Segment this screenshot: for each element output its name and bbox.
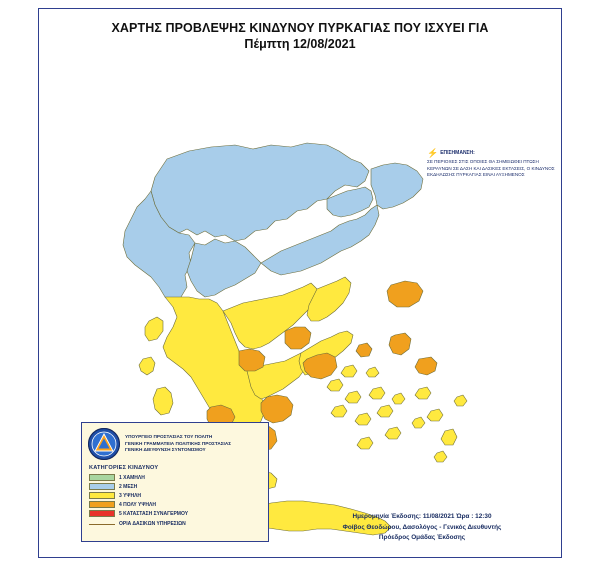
- legend-boundary-label: ΟΡΙΑ ΔΑΣΙΚΩΝ ΥΠΗΡΕΣΙΩΝ: [119, 521, 186, 527]
- map-frame: [38, 8, 562, 558]
- title-block: [39, 21, 561, 52]
- advisory-body: ΣΕ ΠΕΡΙΟΧΕΣ ΣΤΙΣ ΟΠΟΙΕΣ ΘΑ ΣΗΜΕΙΩΘΕΙ ΠΤΩΣΗ ΚΕΡΑΥΝΩΝ ΣΕ ΔΑΣΗ ΚΑΙ ΔΑΣΙΚΕΣ ΕΚΤΑΣΕΙΣ, Ο ΚΙΝΔΥΝΟΣ ΕΚΔΗΛΩΣΗΣ ΠΥΡΚΑΓΙΑΣ ΕΙΝΑΙ ΑΥΞΗΜΕΝΟΣ: [427, 159, 555, 178]
- legend-label-medium: 2 ΜΕΣΗ: [119, 483, 138, 490]
- legend-row-1: [89, 473, 263, 482]
- legend-row-4: [89, 500, 263, 509]
- legend-swatch-low: [89, 474, 115, 482]
- legend-row-5: [89, 509, 263, 518]
- legend-swatch-medium: [89, 483, 115, 491]
- lightning-advisory-note: [427, 149, 557, 179]
- legend-boundary-row: [89, 521, 263, 527]
- legend-row-2: [89, 482, 263, 491]
- legend-label-high: 3 ΥΨΗΛΗ: [119, 492, 142, 499]
- legend-swatch-alarm: [89, 510, 115, 518]
- legend-org-line-3: ΓΕΝΙΚΗ ΔΙΕΥΘΥΝΣΗ ΣΥΝΤΟΝΙΣΜΟΥ: [125, 447, 206, 453]
- author-name: Φοίβος Θεοδώρου, Δασολόγος - Γενικός Διευθυντής: [342, 523, 502, 531]
- issue-datetime: Ημερομηνία Έκδοσης: 11/08/2021 Ώρα : 12:30: [352, 513, 492, 521]
- legend-title: ΚΑΤΗΓΟΡΙΕΣ ΚΙΝΔΥΝΟΥ: [89, 465, 159, 471]
- legend-swatch-very-high: [89, 501, 115, 509]
- legend-header: [87, 427, 263, 461]
- legend-label-very-high: 4 ΠΟΛΥ ΥΨΗΛΗ: [119, 501, 156, 508]
- legend-label-alarm: 5 ΚΑΤΑΣΤΑΣΗ ΣΥΝΑΓΕΡΜΟΥ: [119, 510, 189, 517]
- legend-row-3: [89, 491, 263, 500]
- author-role: Πρόεδρος Ομάδας Έκδοσης: [378, 533, 466, 541]
- legend-category-list: [89, 473, 263, 518]
- legend-org-line-1: ΥΠΟΥΡΓΕΙΟ ΠΡΟΣΤΑΣΙΑΣ ΤΟΥ ΠΟΛΙΤΗ: [125, 433, 213, 439]
- credits-block: [297, 512, 547, 543]
- boundary-line-sample: [89, 524, 115, 525]
- region-north-greece: [123, 143, 423, 303]
- legend-org-line-2: ΓΕΝΙΚΗ ΓΡΑΜΜΑΤΕΙΑ ΠΟΛΙΤΙΚΗΣ ΠΡΟΣΤΑΣΙΑΣ: [125, 440, 232, 446]
- legend-swatch-high: [89, 492, 115, 500]
- page-subtitle-date: Πέμπτη 12/08/2021: [244, 36, 356, 51]
- lightning-bolt-icon: ⚡: [427, 148, 439, 158]
- legend-label-low: 1 ΧΑΜΗΛΗ: [119, 474, 145, 481]
- legend-organization: [125, 434, 231, 454]
- page-title: ΧΑΡΤΗΣ ΠΡΟΒΛΕΨΗΣ ΚΙΝΔΥΝΟΥ ΠΥΡΚΑΓΙΑΣ ΠΟΥ ΙΣΧΥΕΙ ΓΙΑ: [111, 21, 489, 35]
- civil-protection-emblem: [87, 427, 121, 461]
- advisory-heading: ΕΠΙΣΗΜΑΝΣΗ:: [440, 149, 475, 156]
- legend-box: [81, 422, 269, 542]
